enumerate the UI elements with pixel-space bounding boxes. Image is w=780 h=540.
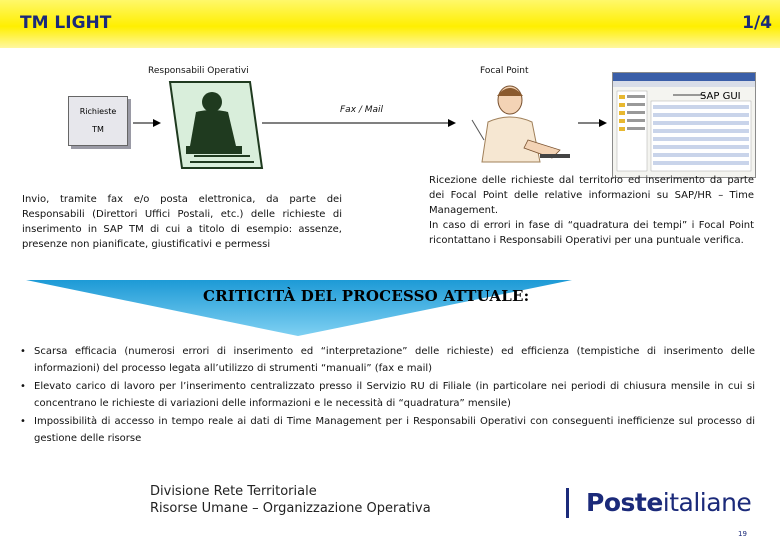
footer-division: [150, 483, 431, 517]
sap-gui-label: SAP GUI: [700, 91, 741, 102]
focal-point-illustration: [472, 86, 570, 162]
role-label-focal-point: Focal Point: [480, 66, 529, 76]
list-item: • Impossibilità di accesso in tempo reale ai dati di Time Management per i Responsabili Operativi con conseguenti inefficienze sul processo di gestione delle risorse: [20, 413, 755, 447]
bullet-icon: •: [20, 346, 26, 357]
fax-mail-label: Fax / Mail: [340, 105, 384, 115]
posteitaliane-logo: Posteitaliane: [586, 488, 752, 517]
list-item: • Scarsa efficacia (numerosi errori di inserimento ed “interpretazione” delle richieste) ed efficienza (tempistiche di inserimento delle informazioni) del processo legata all’utilizzo di strumenti “manuali” (fax e mail): [20, 343, 755, 377]
request-box-line1: Richieste: [79, 107, 117, 116]
footer-divider: [566, 488, 569, 518]
header-bar: [0, 0, 780, 48]
request-box-line2: TM: [92, 125, 104, 134]
criticita-arrow: [0, 276, 780, 338]
criticita-title: CRITICITÀ DEL PROCESSO ATTUALE:: [203, 287, 530, 305]
criticita-list: [20, 343, 755, 448]
sap-gui-screenshot: [612, 72, 756, 178]
footer-line1: Divisione Rete Territoriale: [150, 484, 317, 499]
list-item: • Elevato carico di lavoro per l’inserimento centralizzato presso il Servizio RU di Filiale (in particolare nei periodi di chiusura mensile in cui si concentrano le richieste di variazioni delle informazioni e le necessità di “quadratura” mensile): [20, 378, 755, 412]
page-indicator: 1/4: [742, 13, 772, 33]
clerk-illustration: [170, 82, 262, 168]
sap-screen-graphic: [613, 73, 755, 177]
page-number: 19: [738, 530, 747, 538]
bullet-icon: •: [20, 381, 26, 392]
bullet-icon: •: [20, 416, 26, 427]
footer-line2: Risorse Umane – Organizzazione Operativa: [150, 501, 431, 516]
right-description: [429, 173, 754, 248]
role-label-responsabili: Responsabili Operativi: [148, 66, 249, 76]
right-description-p1: Ricezione delle richieste dal territorio ed inserimento da parte dei Focal Point delle relative informazioni su SAP/HR – Time Management.: [429, 175, 754, 216]
page-title: TM LIGHT: [20, 13, 112, 33]
right-description-p2: In caso di errori in fase di “quadratura dei tempi” i Focal Point ricontattano i Responsabili Operativi per una puntuale verifica.: [429, 220, 754, 246]
left-description: Invio, tramite fax e/o posta elettronica, da parte dei Responsabili (Direttori Uffici Postali, etc.) delle richieste di inserimento in SAP TM di cui a titolo di esempio: assenze, presenze non pianificate, giustificativi e permessi: [22, 194, 342, 250]
